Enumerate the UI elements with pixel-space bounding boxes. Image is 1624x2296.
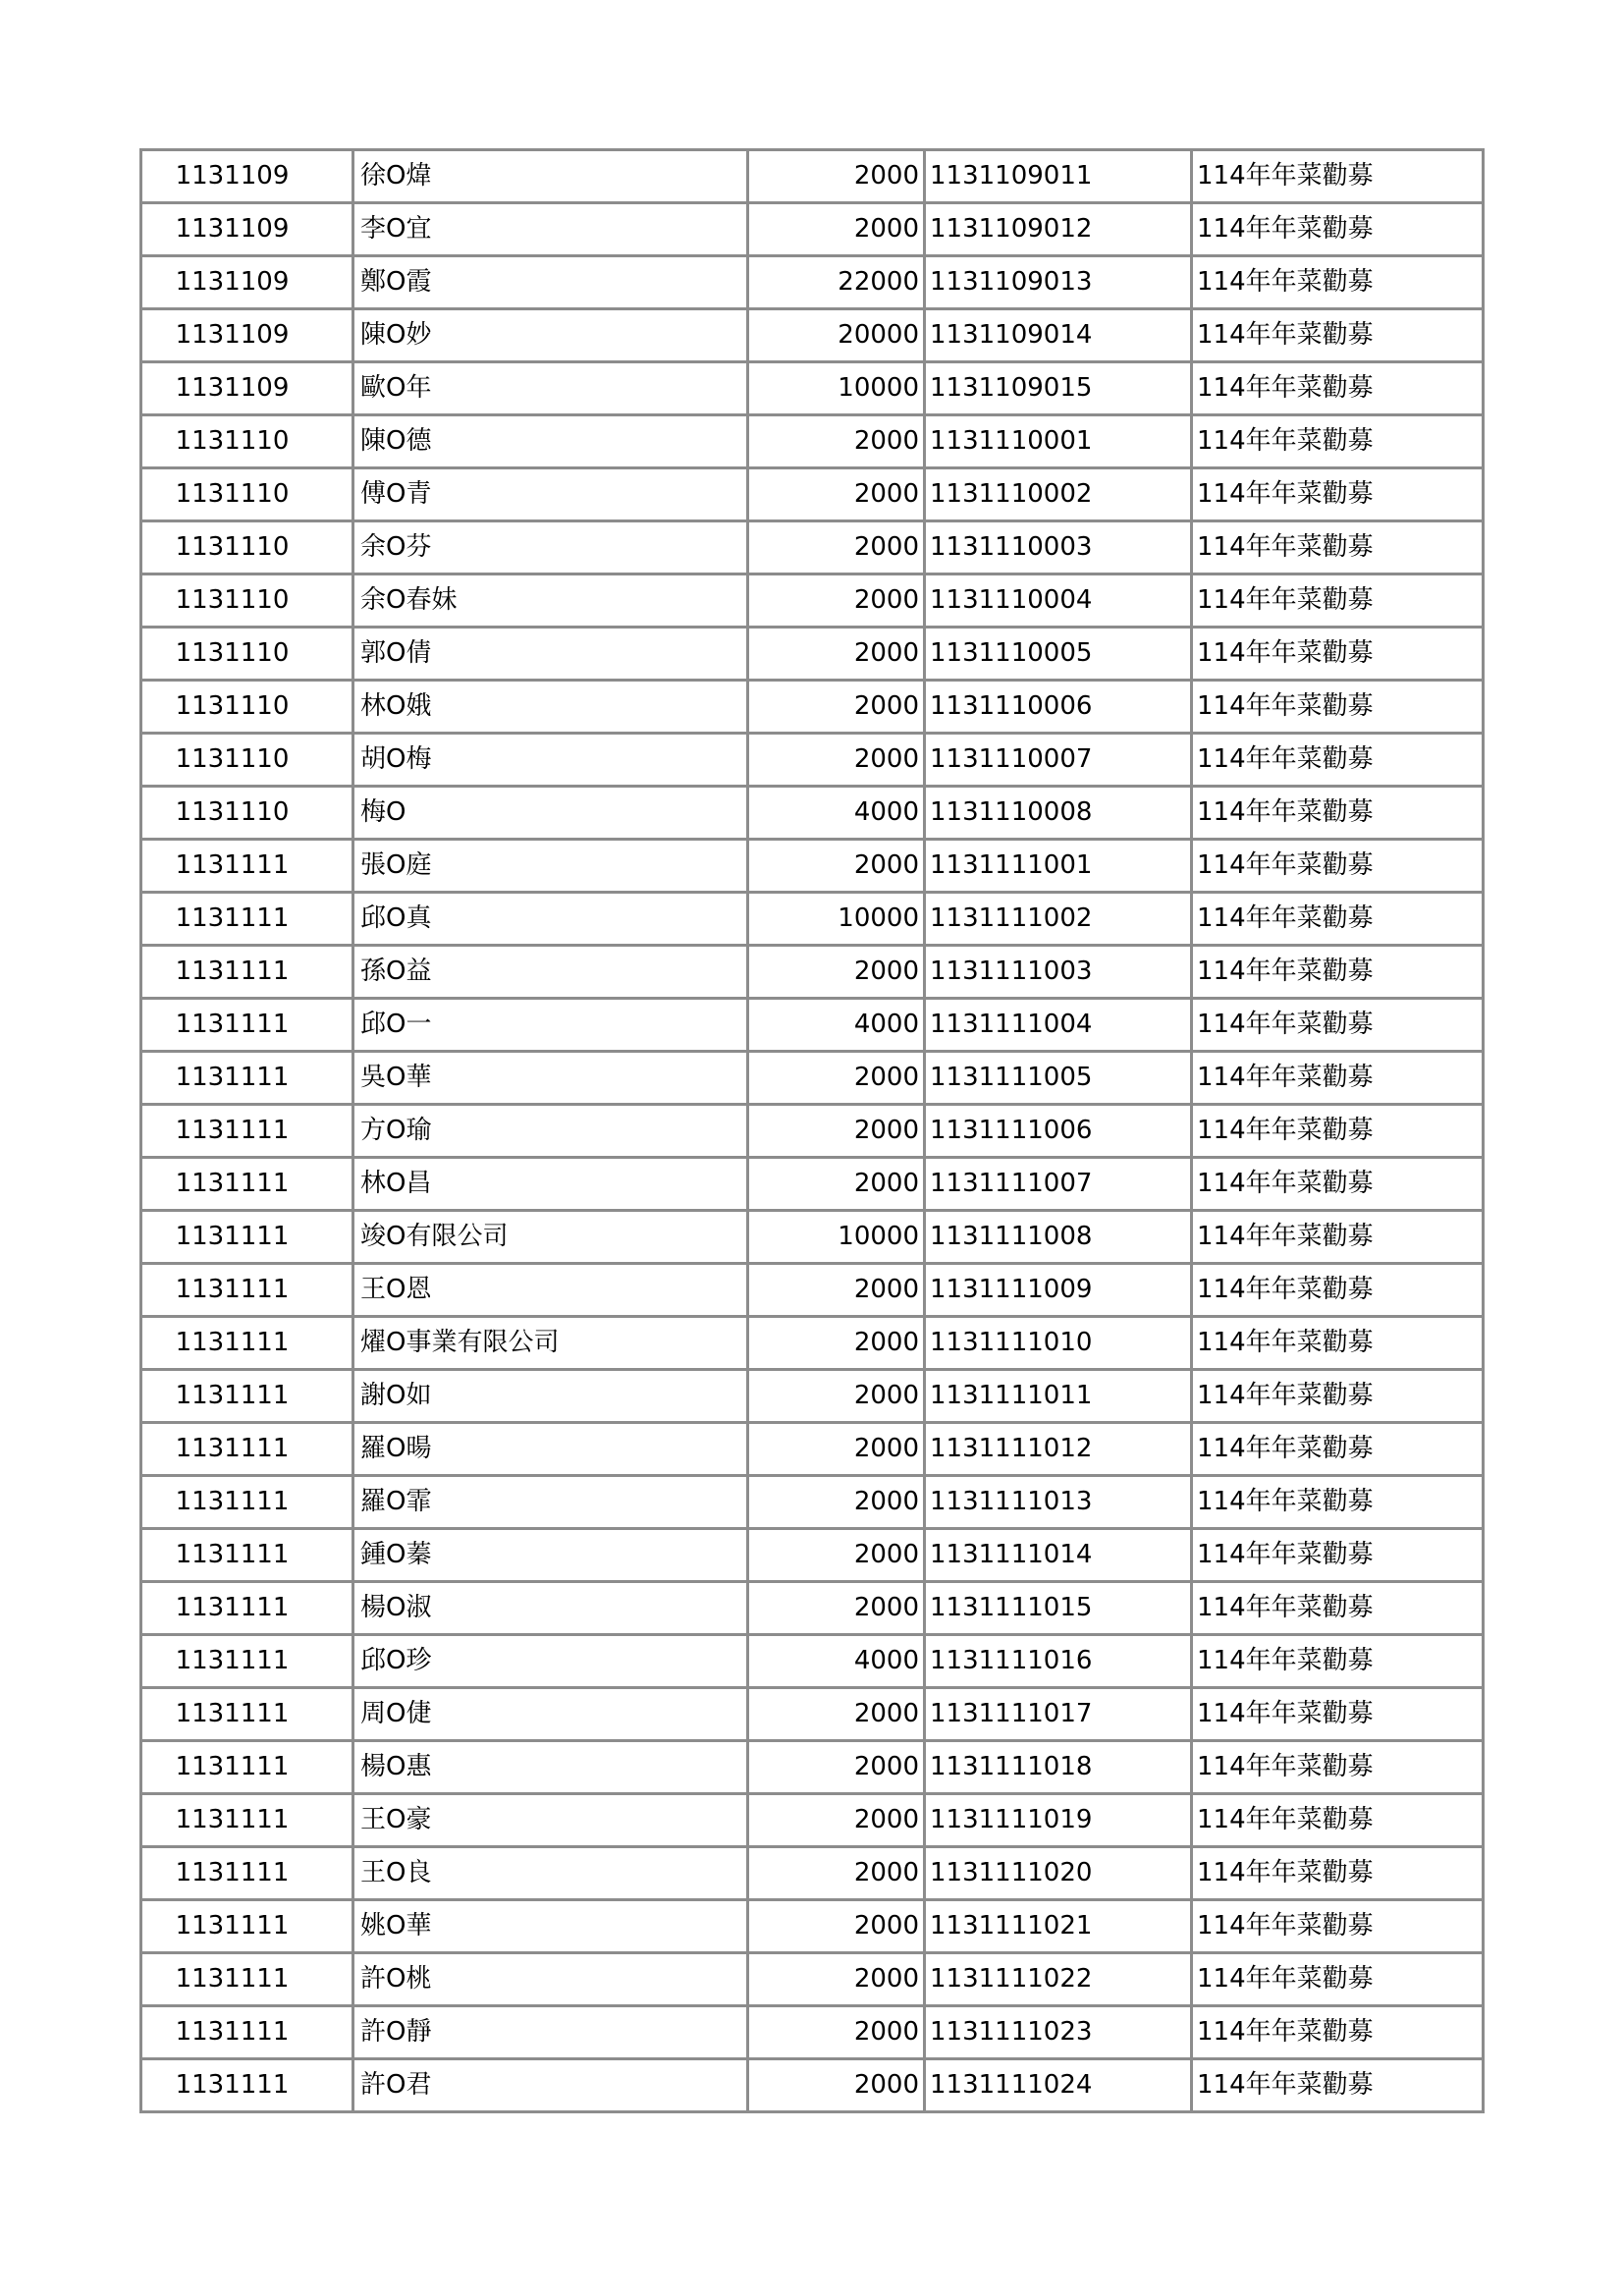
purpose-cell: 114年年菜勸募 (1192, 946, 1484, 999)
receipt-number-cell: 1131111008 (925, 1211, 1192, 1264)
donor-name-cell: 郭O倩 (353, 628, 748, 681)
date-cell: 1131111 (141, 1211, 353, 1264)
table-row (141, 1953, 1484, 2006)
purpose-cell: 114年年菜勸募 (1192, 1635, 1484, 1688)
amount-cell: 4000 (748, 999, 925, 1052)
purpose-cell: 114年年菜勸募 (1192, 1794, 1484, 1847)
purpose-cell: 114年年菜勸募 (1192, 1423, 1484, 1476)
purpose-cell: 114年年菜勸募 (1192, 574, 1484, 628)
receipt-number-cell: 1131110006 (925, 681, 1192, 734)
amount-cell: 2000 (748, 1529, 925, 1582)
table-row (141, 1370, 1484, 1423)
amount-cell: 2000 (748, 1953, 925, 2006)
table-row (141, 256, 1484, 309)
date-cell: 1131111 (141, 1423, 353, 1476)
date-cell: 1131110 (141, 628, 353, 681)
amount-cell: 2000 (748, 521, 925, 574)
table-row (141, 999, 1484, 1052)
purpose-cell: 114年年菜勸募 (1192, 1847, 1484, 1900)
table-row (141, 1635, 1484, 1688)
amount-cell: 2000 (748, 1582, 925, 1635)
purpose-cell: 114年年菜勸募 (1192, 1158, 1484, 1211)
table-body (141, 150, 1484, 2112)
receipt-number-cell: 1131111016 (925, 1635, 1192, 1688)
date-cell: 1131109 (141, 150, 353, 203)
date-cell: 1131111 (141, 1635, 353, 1688)
receipt-number-cell: 1131111001 (925, 840, 1192, 893)
amount-cell: 20000 (748, 309, 925, 362)
table-row (141, 574, 1484, 628)
receipt-number-cell: 1131111010 (925, 1317, 1192, 1370)
amount-cell: 10000 (748, 1211, 925, 1264)
receipt-number-cell: 1131111003 (925, 946, 1192, 999)
table-row (141, 2006, 1484, 2059)
amount-cell: 2000 (748, 1900, 925, 1953)
donor-name-cell: 林O昌 (353, 1158, 748, 1211)
table-row (141, 946, 1484, 999)
date-cell: 1131110 (141, 521, 353, 574)
receipt-number-cell: 1131111013 (925, 1476, 1192, 1529)
amount-cell: 2000 (748, 1158, 925, 1211)
date-cell: 1131111 (141, 1370, 353, 1423)
donor-name-cell: 鄭O霞 (353, 256, 748, 309)
amount-cell: 2000 (748, 2006, 925, 2059)
receipt-number-cell: 1131111004 (925, 999, 1192, 1052)
donor-name-cell: 余O春妹 (353, 574, 748, 628)
receipt-number-cell: 1131111015 (925, 1582, 1192, 1635)
donor-name-cell: 王O豪 (353, 1794, 748, 1847)
table-row (141, 1847, 1484, 1900)
purpose-cell: 114年年菜勸募 (1192, 734, 1484, 787)
date-cell: 1131111 (141, 1317, 353, 1370)
date-cell: 1131110 (141, 574, 353, 628)
table-row (141, 203, 1484, 256)
amount-cell: 2000 (748, 840, 925, 893)
table-row (141, 1052, 1484, 1105)
table-row (141, 1900, 1484, 1953)
date-cell: 1131111 (141, 1105, 353, 1158)
amount-cell: 2000 (748, 1423, 925, 1476)
amount-cell: 2000 (748, 1105, 925, 1158)
date-cell: 1131111 (141, 1052, 353, 1105)
purpose-cell: 114年年菜勸募 (1192, 309, 1484, 362)
date-cell: 1131111 (141, 893, 353, 946)
donor-name-cell: 楊O淑 (353, 1582, 748, 1635)
receipt-number-cell: 1131111007 (925, 1158, 1192, 1211)
donor-name-cell: 羅O霏 (353, 1476, 748, 1529)
purpose-cell: 114年年菜勸募 (1192, 893, 1484, 946)
receipt-number-cell: 1131110003 (925, 521, 1192, 574)
receipt-number-cell: 1131110004 (925, 574, 1192, 628)
table-row (141, 1476, 1484, 1529)
donor-name-cell: 王O良 (353, 1847, 748, 1900)
donor-name-cell: 姚O華 (353, 1900, 748, 1953)
purpose-cell: 114年年菜勸募 (1192, 1317, 1484, 1370)
amount-cell: 4000 (748, 787, 925, 840)
date-cell: 1131111 (141, 1158, 353, 1211)
amount-cell: 2000 (748, 628, 925, 681)
table-row (141, 1158, 1484, 1211)
table-row (141, 362, 1484, 415)
date-cell: 1131111 (141, 1847, 353, 1900)
amount-cell: 2000 (748, 946, 925, 999)
donor-name-cell: 余O芬 (353, 521, 748, 574)
receipt-number-cell: 1131109012 (925, 203, 1192, 256)
table-row (141, 1264, 1484, 1317)
amount-cell: 2000 (748, 734, 925, 787)
amount-cell: 2000 (748, 1476, 925, 1529)
table-row (141, 468, 1484, 521)
purpose-cell: 114年年菜勸募 (1192, 2059, 1484, 2112)
purpose-cell: 114年年菜勸募 (1192, 1052, 1484, 1105)
receipt-number-cell: 1131111018 (925, 1741, 1192, 1794)
amount-cell: 2000 (748, 1317, 925, 1370)
purpose-cell: 114年年菜勸募 (1192, 203, 1484, 256)
donor-name-cell: 徐O煒 (353, 150, 748, 203)
date-cell: 1131110 (141, 681, 353, 734)
date-cell: 1131111 (141, 1794, 353, 1847)
purpose-cell: 114年年菜勸募 (1192, 1953, 1484, 2006)
date-cell: 1131111 (141, 2006, 353, 2059)
donor-name-cell: 李O宜 (353, 203, 748, 256)
donor-name-cell: 楊O惠 (353, 1741, 748, 1794)
donor-name-cell: 許O桃 (353, 1953, 748, 2006)
date-cell: 1131110 (141, 468, 353, 521)
donor-name-cell: 燿O事業有限公司 (353, 1317, 748, 1370)
purpose-cell: 114年年菜勸募 (1192, 150, 1484, 203)
date-cell: 1131109 (141, 309, 353, 362)
table-row (141, 150, 1484, 203)
purpose-cell: 114年年菜勸募 (1192, 1211, 1484, 1264)
receipt-number-cell: 1131110002 (925, 468, 1192, 521)
donor-name-cell: 許O君 (353, 2059, 748, 2112)
table-row (141, 681, 1484, 734)
amount-cell: 2000 (748, 415, 925, 468)
purpose-cell: 114年年菜勸募 (1192, 1105, 1484, 1158)
donor-name-cell: 張O庭 (353, 840, 748, 893)
receipt-number-cell: 1131109011 (925, 150, 1192, 203)
table-row (141, 2059, 1484, 2112)
donor-name-cell: 傅O青 (353, 468, 748, 521)
table-row (141, 1582, 1484, 1635)
receipt-number-cell: 1131111022 (925, 1953, 1192, 2006)
receipt-number-cell: 1131110008 (925, 787, 1192, 840)
amount-cell: 10000 (748, 893, 925, 946)
table-row (141, 1105, 1484, 1158)
donor-name-cell: 王O恩 (353, 1264, 748, 1317)
receipt-number-cell: 1131111009 (925, 1264, 1192, 1317)
table-row (141, 309, 1484, 362)
amount-cell: 2000 (748, 1847, 925, 1900)
table-row (141, 787, 1484, 840)
purpose-cell: 114年年菜勸募 (1192, 1688, 1484, 1741)
amount-cell: 2000 (748, 574, 925, 628)
receipt-number-cell: 1131111012 (925, 1423, 1192, 1476)
purpose-cell: 114年年菜勸募 (1192, 1582, 1484, 1635)
table-row (141, 893, 1484, 946)
purpose-cell: 114年年菜勸募 (1192, 521, 1484, 574)
table-row (141, 1688, 1484, 1741)
amount-cell: 2000 (748, 1052, 925, 1105)
receipt-number-cell: 1131110005 (925, 628, 1192, 681)
date-cell: 1131111 (141, 840, 353, 893)
date-cell: 1131111 (141, 1582, 353, 1635)
donor-name-cell: 吳O華 (353, 1052, 748, 1105)
table-row (141, 1741, 1484, 1794)
amount-cell: 2000 (748, 203, 925, 256)
amount-cell: 2000 (748, 150, 925, 203)
table-row (141, 1317, 1484, 1370)
purpose-cell: 114年年菜勸募 (1192, 1264, 1484, 1317)
donor-name-cell: 陳O妙 (353, 309, 748, 362)
donor-name-cell: 梅O (353, 787, 748, 840)
purpose-cell: 114年年菜勸募 (1192, 1900, 1484, 1953)
purpose-cell: 114年年菜勸募 (1192, 1741, 1484, 1794)
table-row (141, 1794, 1484, 1847)
purpose-cell: 114年年菜勸募 (1192, 628, 1484, 681)
purpose-cell: 114年年菜勸募 (1192, 999, 1484, 1052)
date-cell: 1131109 (141, 203, 353, 256)
purpose-cell: 114年年菜勸募 (1192, 681, 1484, 734)
date-cell: 1131110 (141, 734, 353, 787)
purpose-cell: 114年年菜勸募 (1192, 787, 1484, 840)
table-row (141, 1423, 1484, 1476)
receipt-number-cell: 1131111023 (925, 2006, 1192, 2059)
amount-cell: 10000 (748, 362, 925, 415)
amount-cell: 2000 (748, 1264, 925, 1317)
receipt-number-cell: 1131109014 (925, 309, 1192, 362)
date-cell: 1131111 (141, 2059, 353, 2112)
receipt-number-cell: 1131110007 (925, 734, 1192, 787)
date-cell: 1131111 (141, 946, 353, 999)
date-cell: 1131111 (141, 1741, 353, 1794)
date-cell: 1131111 (141, 999, 353, 1052)
date-cell: 1131111 (141, 1953, 353, 2006)
amount-cell: 2000 (748, 1741, 925, 1794)
donor-name-cell: 邱O真 (353, 893, 748, 946)
table-row (141, 521, 1484, 574)
receipt-number-cell: 1131111011 (925, 1370, 1192, 1423)
table-row (141, 1529, 1484, 1582)
donor-name-cell: 周O倢 (353, 1688, 748, 1741)
donor-name-cell: 羅O暘 (353, 1423, 748, 1476)
date-cell: 1131111 (141, 1529, 353, 1582)
purpose-cell: 114年年菜勸募 (1192, 468, 1484, 521)
receipt-number-cell: 1131110001 (925, 415, 1192, 468)
receipt-number-cell: 1131111006 (925, 1105, 1192, 1158)
date-cell: 1131109 (141, 362, 353, 415)
purpose-cell: 114年年菜勸募 (1192, 1370, 1484, 1423)
amount-cell: 2000 (748, 1370, 925, 1423)
table-row (141, 734, 1484, 787)
purpose-cell: 114年年菜勸募 (1192, 362, 1484, 415)
donor-name-cell: 邱O珍 (353, 1635, 748, 1688)
date-cell: 1131111 (141, 1900, 353, 1953)
donor-name-cell: 許O靜 (353, 2006, 748, 2059)
receipt-number-cell: 1131111014 (925, 1529, 1192, 1582)
date-cell: 1131111 (141, 1688, 353, 1741)
receipt-number-cell: 1131109013 (925, 256, 1192, 309)
donor-name-cell: 林O娥 (353, 681, 748, 734)
purpose-cell: 114年年菜勸募 (1192, 415, 1484, 468)
donor-name-cell: 邱O一 (353, 999, 748, 1052)
amount-cell: 2000 (748, 1688, 925, 1741)
donor-name-cell: 竣O有限公司 (353, 1211, 748, 1264)
table-row (141, 1211, 1484, 1264)
amount-cell: 2000 (748, 468, 925, 521)
table-row (141, 628, 1484, 681)
receipt-number-cell: 1131111005 (925, 1052, 1192, 1105)
receipt-number-cell: 1131111020 (925, 1847, 1192, 1900)
amount-cell: 22000 (748, 256, 925, 309)
receipt-number-cell: 1131111021 (925, 1900, 1192, 1953)
purpose-cell: 114年年菜勸募 (1192, 2006, 1484, 2059)
date-cell: 1131109 (141, 256, 353, 309)
receipt-number-cell: 1131111017 (925, 1688, 1192, 1741)
table-row (141, 415, 1484, 468)
receipt-number-cell: 1131111019 (925, 1794, 1192, 1847)
purpose-cell: 114年年菜勸募 (1192, 256, 1484, 309)
donor-name-cell: 謝O如 (353, 1370, 748, 1423)
amount-cell: 2000 (748, 2059, 925, 2112)
donor-name-cell: 胡O梅 (353, 734, 748, 787)
receipt-number-cell: 1131111024 (925, 2059, 1192, 2112)
donation-table (139, 148, 1485, 2113)
donor-name-cell: 孫O益 (353, 946, 748, 999)
donor-name-cell: 歐O年 (353, 362, 748, 415)
purpose-cell: 114年年菜勸募 (1192, 840, 1484, 893)
purpose-cell: 114年年菜勸募 (1192, 1476, 1484, 1529)
date-cell: 1131110 (141, 787, 353, 840)
receipt-number-cell: 1131109015 (925, 362, 1192, 415)
purpose-cell: 114年年菜勸募 (1192, 1529, 1484, 1582)
date-cell: 1131111 (141, 1476, 353, 1529)
table-row (141, 840, 1484, 893)
amount-cell: 2000 (748, 681, 925, 734)
donor-name-cell: 方O瑜 (353, 1105, 748, 1158)
date-cell: 1131110 (141, 415, 353, 468)
donor-name-cell: 鍾O蓁 (353, 1529, 748, 1582)
receipt-number-cell: 1131111002 (925, 893, 1192, 946)
donor-name-cell: 陳O德 (353, 415, 748, 468)
amount-cell: 4000 (748, 1635, 925, 1688)
amount-cell: 2000 (748, 1794, 925, 1847)
date-cell: 1131111 (141, 1264, 353, 1317)
